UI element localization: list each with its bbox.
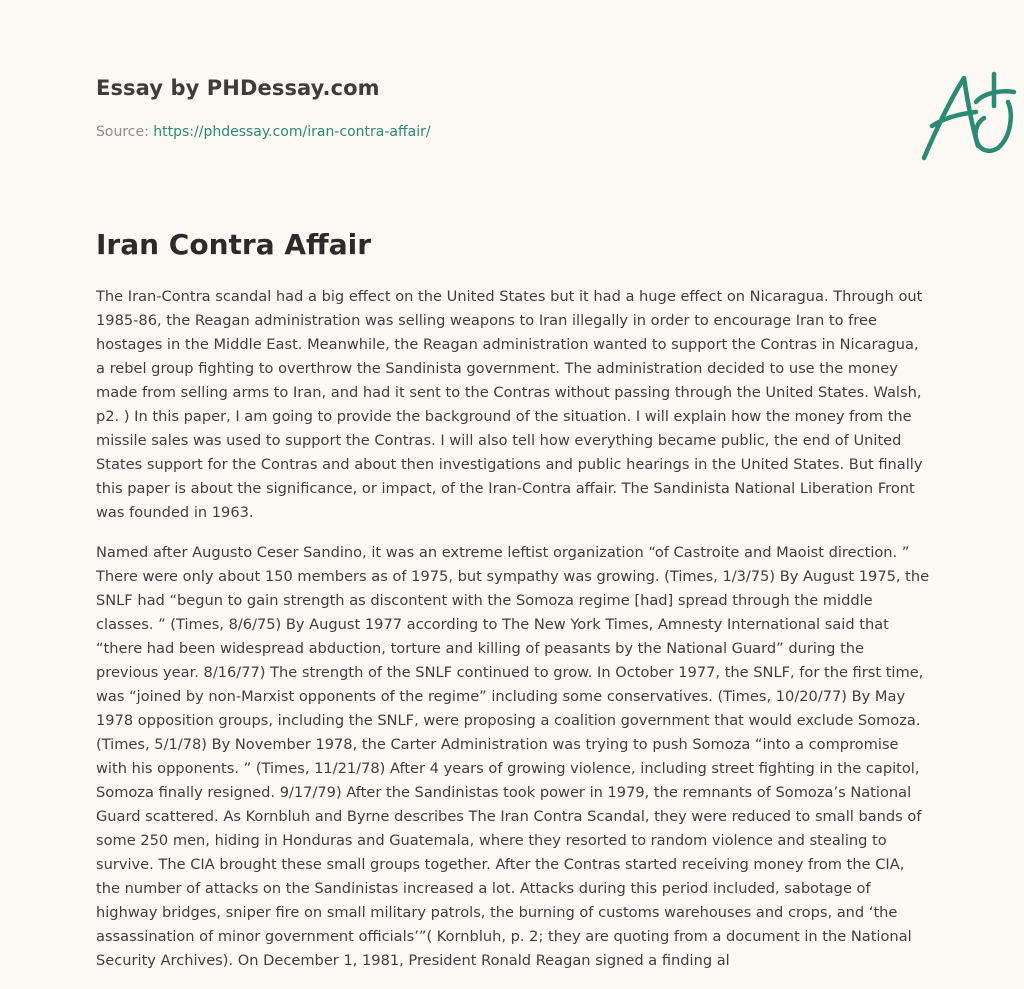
essay-paragraph: The Iran-Contra scandal had a big effect on the United States but it had a huge effect on Nicaragua. Through out 1985-86, the Reagan administration was selling weapons to Iran illegally in order to encourage Iran to free hostages in the Middle East. Meanwhile, the Reagan administration wanted to support the Contras in Nicaragua, a rebel group fighting to overthrow the Sandinista government. The administration decided to use the money made from selling arms to Iran, and had it sent to the Contras without passing through the United States. Walsh, p2. ) In this paper, I am going to provide the background of the situation. I will explain how the money from the missile sales was used to support the Contras. I will also tell how everything became public, the end of United States support for the Contras and about then investigations and public hearings in the United States. But finally this paper is about the significance, or impact, of the Iran-Contra affair. The Sandinista National Liberation Front was founded in 1963. (96, 288, 923, 521)
essay-body (96, 285, 930, 989)
source-label: Source: (96, 124, 154, 140)
essay-title: Iran Contra Affair (96, 228, 372, 261)
site-brand-title: Essay by PHDessay.com (96, 76, 380, 100)
essay-paragraph: Named after Augusto Ceser Sandino, it was an extreme leftist organization “of Castroite and Maoist direction. ” There were only about 150 members as of 1975, but sympathy was growing. (Times, 1/3/75) By August 1975, the SNLF had “begun to gain strength as discontent with the Somoza regime [had] spread through the middle classes. ” (Times, 8/6/75) By August 1977 according to The New York Times, Amnesty International said that “there had been widespread abduction, torture and killing of peasants by the National Guard” during the previous year. 8/16/77) The strength of the SNLF continued to grow. In October 1977, the SNLF, for the first time, was “joined by non-Marxist opponents of the regime” including some conservatives. (Times, 10/20/77) By May 1978 opposition groups, including the SNLF, were proposing a coalition government that would exclude Somoza. (Times, 5/1/78) By November 1978, the Carter Administration was trying to push Somoza “into a compromise with his opponents. ” (Times, 11/21/78) After 4 years of growing violence, including street fighting in the capitol, Somoza finally resigned. 9/17/79) After the Sandinistas took power in 1979, the remnants of Somoza’s National Guard scattered. As Kornbluh and Byrne describes The Iran Contra Scandal, they were reduced to small bands of some 250 men, hiding in Honduras and Guatemala, where they resorted to random violence and stealing to survive. The CIA brought these small groups together. After the Contras started receiving money from the CIA, the number of attacks on the Sandinistas increased a lot. Attacks during this period included, sabotage of highway bridges, sniper fire on small military patrols, the burning of customs warehouses and crops, and ‘the assassination of minor government officials’”( Kornbluh, p. 2; they are quoting from a document in the National Security Archives). On December 1, 1981, President Ronald Reagan signed a finding al (96, 544, 930, 969)
source-line (96, 124, 431, 140)
source-link[interactable]: https://phdessay.com/iran-contra-affair/ (153, 124, 431, 140)
a-plus-grade-icon (918, 68, 1022, 164)
